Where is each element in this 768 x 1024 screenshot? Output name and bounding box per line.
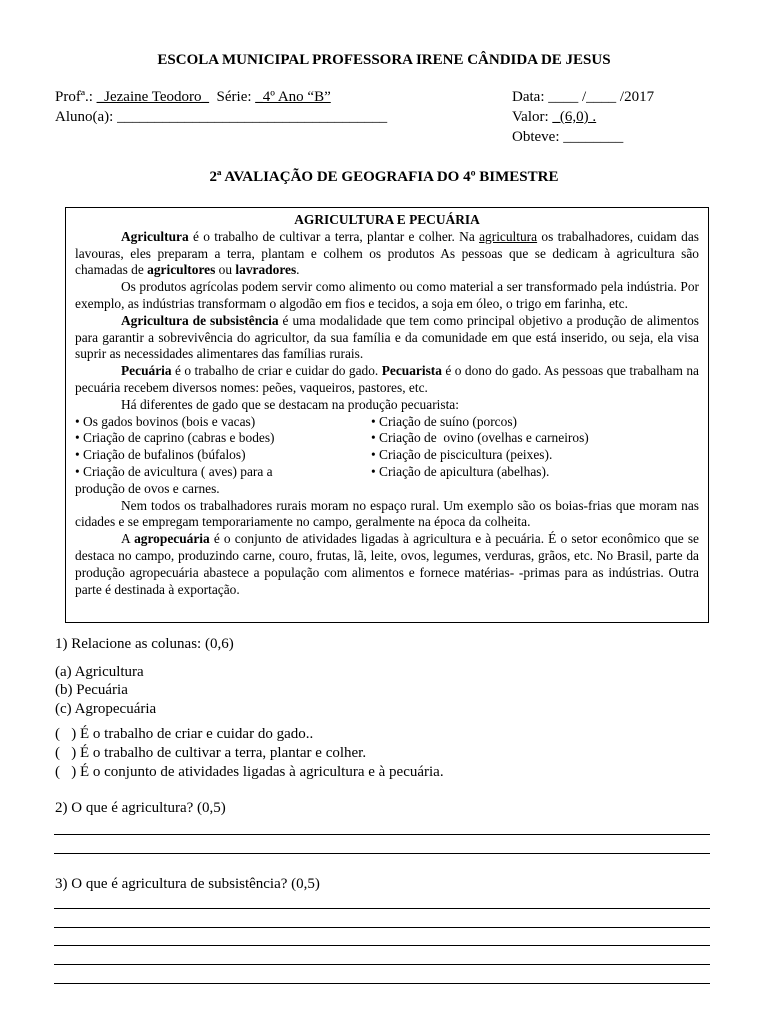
school-name: ESCOLA MUNICIPAL PROFESSORA IRENE CÂNDIDA DE JESUS bbox=[157, 52, 611, 68]
match-statement[interactable]: ( ) É o trabalho de cultivar a terra, plantar e colher. bbox=[55, 745, 367, 761]
paragraph-products: Os produtos agrícolas podem servir como alimento ou como material a ser transformado pela indústria. Por exemplo, as indústrias transformam o algodão em fios e tecidos, a soja em óleo, o trigo em farinha, etc. bbox=[75, 279, 699, 311]
list-item: • Criação de avicultura ( aves) para a produção de ovos e carnes. bbox=[75, 463, 273, 496]
question-3-prompt: 3) O que é agricultura de subsistência? (0,5) bbox=[55, 876, 320, 892]
score-label: Obteve: bbox=[512, 129, 560, 145]
paragraph-livestock: Pecuária é o trabalho de criar e cuidar do gado. Pecuarista é o dono do gado. As pessoas que trabalham na pecuária recebem diversos nomes: peões, vaqueiros, pastores, etc. bbox=[75, 363, 699, 395]
list-item: • Criação de suíno (porcos) bbox=[371, 413, 517, 429]
student-label: Aluno(a): bbox=[55, 109, 114, 125]
answer-line[interactable] bbox=[54, 908, 710, 909]
score-line bbox=[512, 129, 623, 146]
match-statement[interactable]: ( ) É o conjunto de atividades ligadas à agricultura e à pecuária. bbox=[55, 764, 444, 780]
option-c: (c) Agropecuária bbox=[55, 701, 157, 717]
date-field[interactable]: ____ /____ /2017 bbox=[548, 89, 655, 105]
student-name-field[interactable]: ____________________________________ bbox=[117, 109, 388, 125]
list-item: • Criação de ovino (ovelhas e carneiros) bbox=[371, 430, 589, 446]
term-subsistence: Agricultura de subsistência bbox=[121, 312, 279, 328]
student-line bbox=[55, 109, 387, 126]
term-agribusiness: agropecuária bbox=[134, 531, 210, 547]
term-laborers: lavradores bbox=[235, 262, 297, 278]
livestock-list-left bbox=[75, 414, 371, 498]
paragraph-agribusiness: A agropecuária é o conjunto de atividades ligadas à agricultura e à pecuária. É o setor econômico que se destaca no campo, produzindo carne, couro, frutas, lã, leite, ovos, legumes, verduras, grãos, etc. No Brasil, parte da produção agropecuária abastece a população com alimentos e fornece matérias- -primas para as indústrias. Outra parte é destinada à exportação. bbox=[75, 531, 699, 597]
livestock-list bbox=[75, 414, 699, 498]
underlined-word: agricultura bbox=[479, 228, 538, 244]
term-farmers: agricultores bbox=[147, 262, 216, 278]
question-2-prompt: 2) O que é agricultura? (0,5) bbox=[55, 800, 226, 816]
teacher-name: _Jezaine Teodoro_ bbox=[96, 89, 210, 105]
reading-text-box bbox=[65, 207, 709, 623]
question-1-prompt: 1) Relacione as colunas: (0,6) bbox=[55, 636, 234, 652]
term-rancher: Pecuarista bbox=[381, 363, 442, 379]
term-agriculture: Agricultura bbox=[121, 228, 189, 244]
answer-line[interactable] bbox=[54, 853, 710, 854]
paragraph-subsistence: Agricultura de subsistência é uma modalidade que tem como principal objetivo a produção de alimentos para garantir a sobrevivência do agricultor, da sua família e da comunidade em que está inserido, ou seja, ela visa suprir as necessidades alimentares das famílias rurais. bbox=[75, 312, 700, 362]
option-a: (a) Agricultura bbox=[55, 664, 144, 680]
answer-line[interactable] bbox=[54, 834, 710, 835]
answer-line[interactable] bbox=[54, 945, 710, 946]
grade-value: _4º Ano “B” bbox=[255, 89, 331, 105]
value-amount: _(6,0) . bbox=[552, 109, 597, 125]
teacher-line bbox=[55, 89, 331, 106]
term-livestock: Pecuária bbox=[121, 363, 172, 379]
answer-line[interactable] bbox=[54, 927, 710, 928]
grade-label: Série: bbox=[216, 89, 252, 105]
answer-line[interactable] bbox=[54, 983, 710, 984]
teacher-label: Profª.: bbox=[55, 89, 93, 105]
answer-line[interactable] bbox=[54, 964, 710, 965]
list-item: • Criação de piscicultura (peixes). bbox=[371, 447, 553, 463]
score-field[interactable]: ________ bbox=[563, 129, 624, 145]
value-label: Valor: bbox=[512, 109, 549, 125]
list-item: • Criação de bufalinos (búfalos) bbox=[75, 447, 246, 463]
value-line bbox=[512, 109, 596, 126]
paragraph-agriculture: Agricultura é o trabalho de cultivar a terra, plantar e colher. Na agricultura os trabalhadores, cuidam das lavouras, eles preparam a terra, plantam e colhem os produtos As pessoas que se dedicam à agricultura são chamadas de agricultores ou lavradores. bbox=[75, 228, 699, 278]
paragraph-rural-workers: Nem todos os trabalhadores rurais moram no espaço rural. Um exemplo são os boias-frias que moram nas cidades e se empregam temporariamente no campo, geralmente na época da colheita. bbox=[75, 497, 699, 530]
list-item: • Os gados bovinos (bois e vacas) bbox=[75, 413, 256, 429]
date-line bbox=[512, 89, 654, 106]
exam-title: 2ª AVALIAÇÃO DE GEOGRAFIA DO 4º BIMESTRE bbox=[209, 169, 559, 185]
list-item: • Criação de caprino (cabras e bodes) bbox=[75, 430, 275, 446]
date-label: Data: bbox=[512, 89, 545, 105]
livestock-list-right bbox=[371, 414, 691, 498]
paragraph-cattle-intro: Há diferentes de gado que se destacam na produção pecuarista: bbox=[121, 396, 459, 412]
match-statement[interactable]: ( ) É o trabalho de criar e cuidar do gado.. bbox=[55, 726, 314, 742]
reading-title: AGRICULTURA E PECUÁRIA bbox=[294, 212, 480, 227]
list-item: • Criação de apicultura (abelhas). bbox=[371, 463, 550, 479]
option-b: (b) Pecuária bbox=[55, 682, 128, 698]
